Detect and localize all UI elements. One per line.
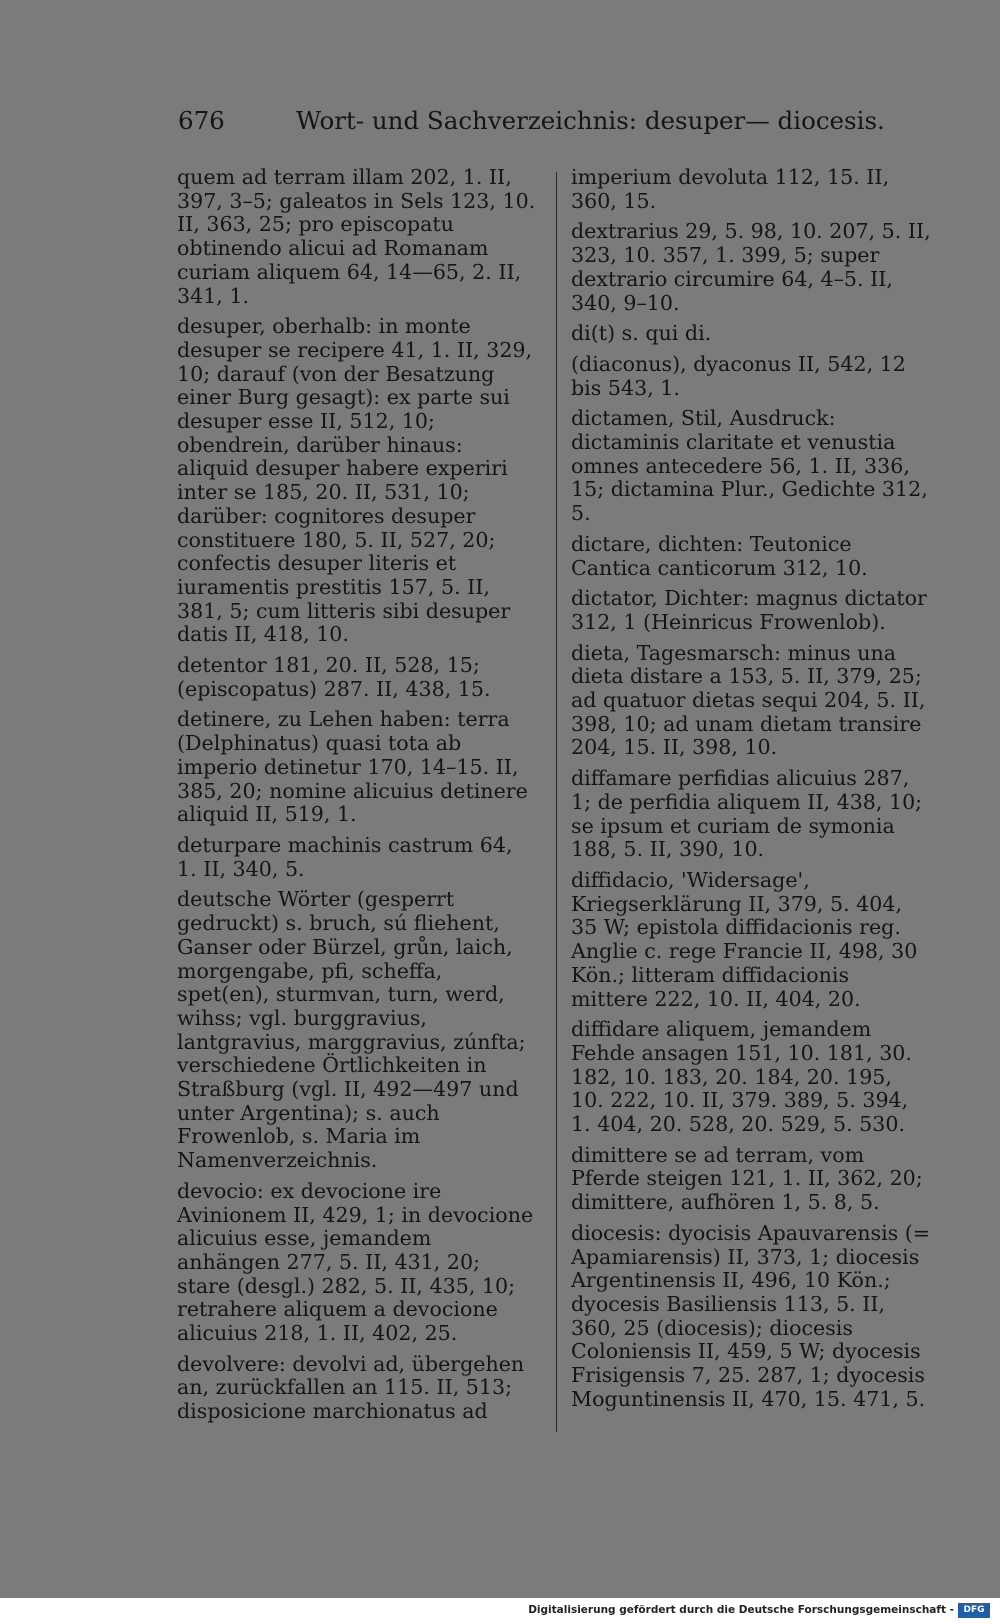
index-entry (571, 533, 931, 580)
footer-bar (0, 1598, 1000, 1624)
index-entry (571, 1222, 931, 1412)
index-entry (177, 166, 537, 308)
running-title: Wort- und Sachverzeichnis: desuper— diocesis. (296, 106, 885, 135)
entry-text: quem ad terram illam 202, 1. II, 397, 3–5; galeatos in Sels 123, 10. II, 363, 25; pro episcopatu obtinendo alicui ad Romanam curiam aliquem 64, 14—65, 2. II, 341, 1. (177, 165, 536, 308)
index-entry (571, 407, 931, 526)
index-entry (177, 834, 537, 881)
entry-text: imperium devoluta 112, 15. II, 360, 15. (571, 165, 890, 213)
entry-text: dextrarius 29, 5. 98, 10. 207, 5. II, 323, 10. 357, 1. 399, 5; super dextrario circumire 64, 4–5. II, 340, 9–10. (571, 219, 931, 315)
index-entry (177, 1353, 537, 1424)
entry-text: dimittere se ad terram, vom Pferde steigen 121, 1. II, 362, 20; dimittere, aufhören 1, 5. 8, 5. (571, 1142, 923, 1215)
page-header (178, 106, 885, 146)
index-entry (177, 654, 537, 701)
index-entry (571, 587, 931, 634)
index-entry (177, 315, 537, 647)
column-divider (556, 172, 557, 1432)
index-entry (571, 353, 931, 400)
entry-text: (diaconus), dyaconus II, 542, 12 bis 543, 1. (571, 351, 906, 400)
index-entry (177, 888, 537, 1172)
entry-text: diffidacio, 'Widersage', Kriegserklärung II, 379, 5. 404, 35 W; epistola diffidacionis reg. Anglie c. rege Francie II, 498, 30 Kön.; litteram diffidacionis mittere 222, 10. II, 404, 20. (571, 867, 918, 1011)
entry-text: dictare, dichten: Teutonice Cantica canticorum 312, 10. (571, 531, 868, 580)
index-entry (571, 869, 931, 1011)
entry-text: diffamare perfidias alicuius 287, 1; de perfidia aliquem II, 438, 10; se ipsum et curiam de symonia 188, 5. II, 390, 10. (571, 766, 923, 862)
entry-text: deutsche Wörter (gesperrt gedruckt) s. bruch, sú fliehent, Ganser oder Bürzel, grůn, laich, morgengabe, pfi, scheffa, spet(en), sturmvan, turn, werd, wihss; vgl. burggravius, lantgravius, marggravius, zúnfta; verschiedene Örtlichkeiten in Straßburg (vgl. II, 492—497 und unter Argentina); s. auch Frowenlob, s. Maria im Namenverzeichnis. (177, 887, 526, 1173)
entry-text: di(t) s. qui di. (571, 321, 712, 346)
index-entry (571, 642, 931, 761)
index-entry (571, 322, 931, 346)
index-entry (571, 767, 931, 862)
right-column (571, 166, 931, 1418)
dfg-logo: DFG (958, 1603, 990, 1618)
entry-text: devocio: ex devocione ire Avinionem II, 429, 1; in devocione alicuius esse, jemandem anhängen 277, 5. II, 431, 20; stare (desgl.) 282, 5. II, 435, 10; retrahere aliquem a devocione alicuius 218, 1. II, 402, 25. (177, 1178, 534, 1346)
funding-notice: Digitalisierung gefördert durch die Deutsche Forschungsgemeinschaft - (528, 1604, 954, 1616)
entry-text: deturpare machinis castrum 64, 1. II, 340, 5. (177, 832, 513, 881)
index-entry (571, 166, 931, 213)
page-number: 676 (178, 106, 225, 135)
index-entry (571, 220, 931, 315)
entry-text: desuper, oberhalb: in monte desuper se recipere 41, 1. II, 329, 10; darauf (von der Besatzung einer Burg gesagt): ex parte sui desuper esse II, 512, 10; obendrein, darüber hinaus: aliquid desuper habere experiri inter se 185, 20. II, 531, 10; darüber: cognitores desuper constituere 180, 5. II, 527, 20; confectis desuper literis et iuramentis prestitis 157, 5. II, 381, 5; cum litteris sibi desuper datis II, 418, 10. (177, 314, 533, 647)
entry-text: diocesis: dyocisis Apauvarensis (= Apamiarensis) II, 373, 1; diocesis Argentinensis II, 496, 10 Kön.; dyocesis Basiliensis 113, 5. II, 360, 25 (diocesis); diocesis Coloniensis II, 459, 5 W; dyocesis Frisigensis 7, 25. 287, 1; dyocesis Moguntinensis II, 470, 15. 471, 5. (571, 1220, 931, 1411)
entry-text: dieta, Tagesmarsch: minus una dieta distare a 153, 5. II, 379, 25; ad quatuor dietas sequi 204, 5. II, 398, 10; ad unam dietam transire 204, 15. II, 398, 10. (571, 640, 926, 760)
entry-text: diffidare aliquem, jemandem Fehde ansagen 151, 10. 181, 30. 182, 10. 183, 20. 184, 20. 195, 10. 222, 10. II, 379. 389, 5. 394, 1. 404, 20. 528, 20. 529, 5. 530. (571, 1017, 912, 1137)
index-entry (571, 1018, 931, 1137)
entry-text: detentor 181, 20. II, 528, 15; (episcopatus) 287. II, 438, 15. (177, 653, 491, 701)
index-entry (571, 1144, 931, 1215)
entry-text: dictamen, Stil, Ausdruck: dictaminis claritate et venustia omnes antecedere 56, 1. II, 336, 15; dictamina Plur., Gedichte 312, 5. (571, 406, 928, 526)
entry-text: detinere, zu Lehen haben: terra (Delphinatus) quasi tota ab imperio detinetur 170, 14–15. II, 385, 20; nomine alicuius detinere aliquid II, 519, 1. (177, 707, 528, 827)
entry-text: devolvere: devolvi ad, übergehen an, zurückfallen an 115. II, 513; disposicione marchionatus ad (177, 1351, 525, 1424)
index-entry (177, 708, 537, 827)
left-column (177, 166, 537, 1431)
index-entry (177, 1180, 537, 1346)
entry-text: dictator, Dichter: magnus dictator 312, 1 (Heinricus Frowenlob). (571, 586, 927, 634)
